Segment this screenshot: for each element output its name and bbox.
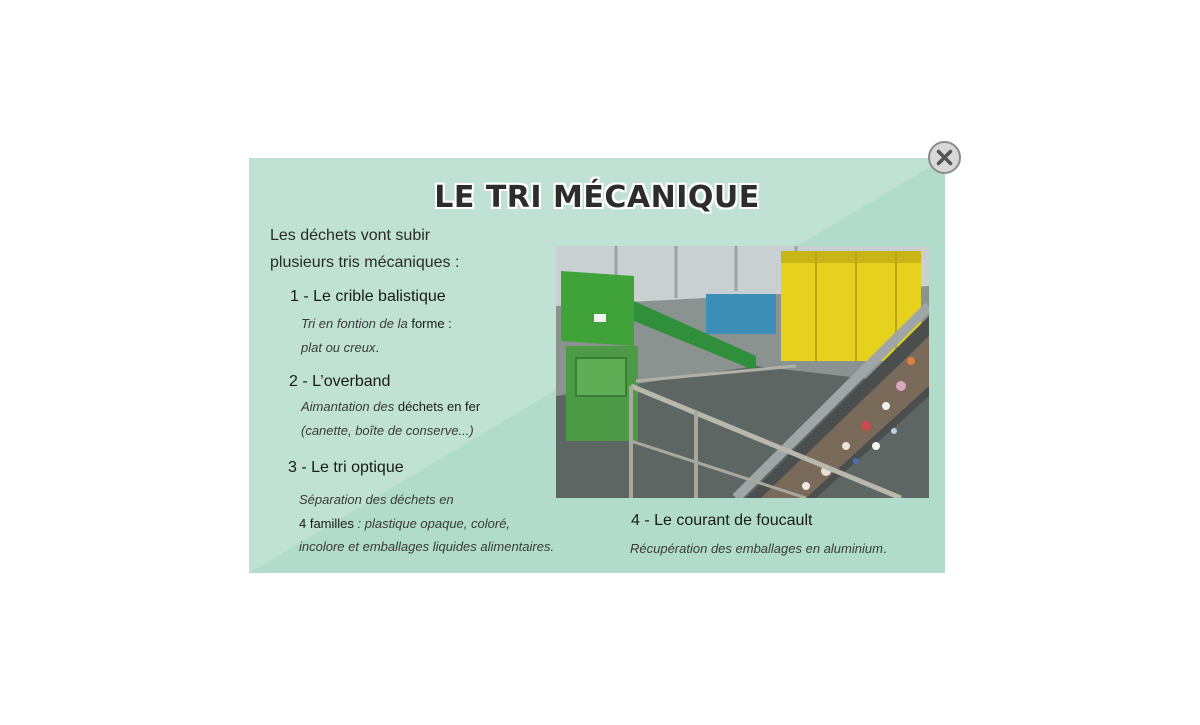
step-2-heading: 2 - L’overband <box>289 373 391 390</box>
step-4-text: . <box>882 541 887 556</box>
intro-line: Les déchets vont subir <box>270 227 431 244</box>
step-1-text: plat ou creux <box>301 339 376 355</box>
step-2-text: Aimantation des <box>301 399 398 414</box>
recycling-facility-photo <box>556 246 929 498</box>
step-3-keyword: 4 familles <box>299 515 354 531</box>
step-1-text: Tri en fontion de la <box>301 316 412 331</box>
close-icon <box>930 143 959 172</box>
step-3-heading: 3 - Le tri optique <box>288 459 404 476</box>
step-2-keyword: déchets en fer <box>397 399 481 414</box>
step-2-text: (canette, boîte de conserve...) <box>301 422 474 438</box>
intro-line: plusieurs tris mécaniques : <box>270 254 460 271</box>
step-4-text: Récupération des emballages en <box>630 541 824 556</box>
intro-text <box>270 222 550 276</box>
step-1-text: . <box>375 339 380 355</box>
step-3-text: : plastique opaque, coloré, <box>353 515 511 531</box>
modal-panel <box>249 158 945 573</box>
step-3-text: incolore et emballages liquides alimentaires. <box>299 539 555 554</box>
close-button[interactable] <box>928 141 961 174</box>
step-2-description <box>301 395 480 442</box>
step-1-keyword: forme : <box>411 316 452 331</box>
page-title: LE TRI MÉCANIQUE <box>434 180 760 215</box>
step-3-description <box>299 488 554 559</box>
step-4-keyword: aluminium <box>823 541 883 556</box>
step-4-description <box>630 537 887 561</box>
step-3-text: Séparation des déchets en <box>299 492 454 507</box>
step-1-heading: 1 - Le crible balistique <box>290 288 446 305</box>
step-1-description <box>301 312 452 359</box>
step-4-heading: 4 - Le courant de foucault <box>631 512 813 529</box>
